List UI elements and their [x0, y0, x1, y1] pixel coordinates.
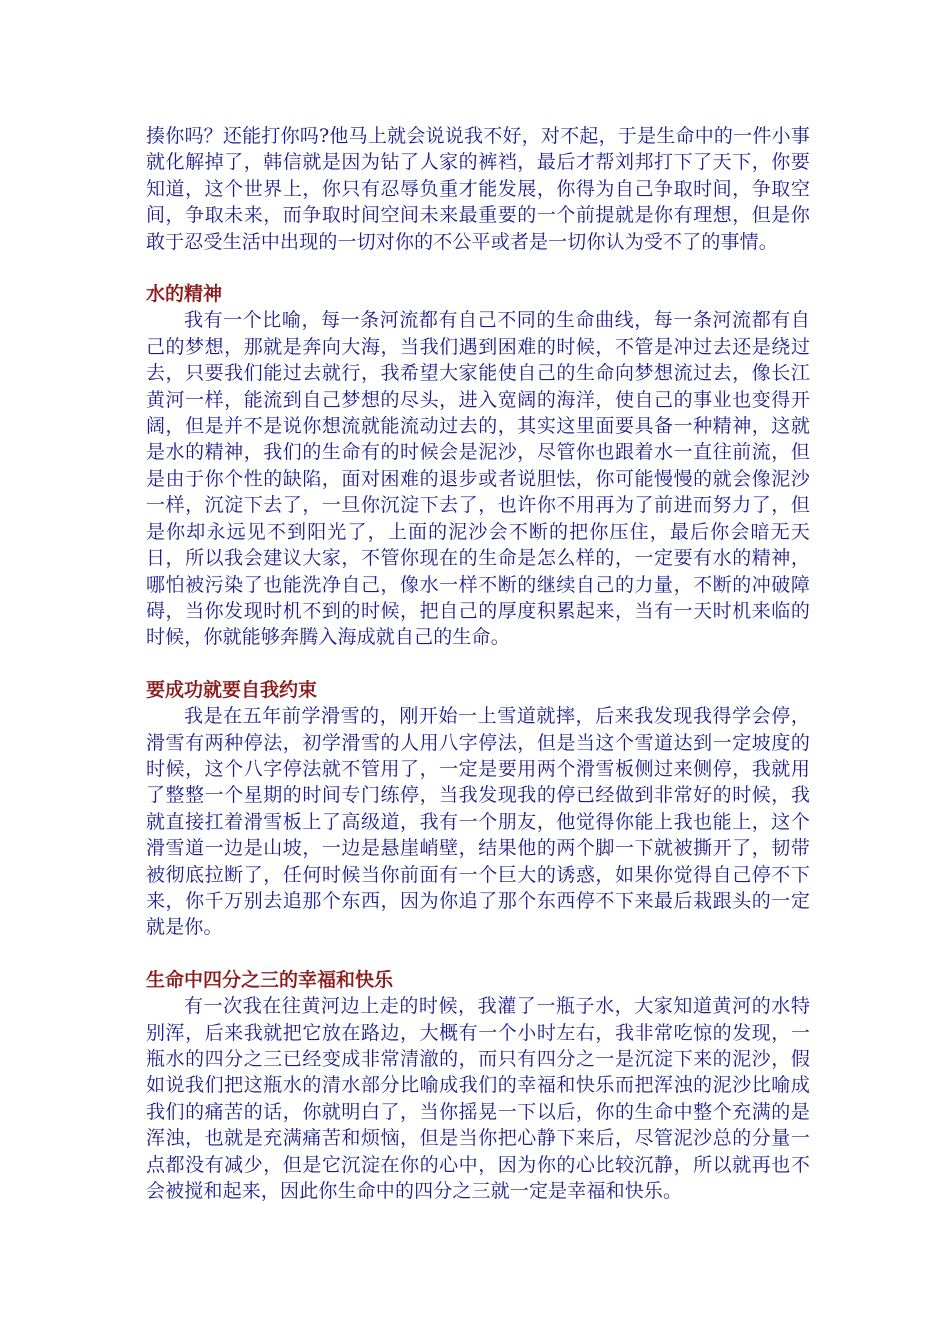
section-heading-self-discipline: 要成功就要自我约束 [146, 678, 318, 701]
section-heading-water-spirit: 水的精神 [146, 283, 223, 306]
section-paragraph-three-quarters-happiness: 有一次我在往黄河边上走的时候，我灌了一瓶子水，大家知道黄河的水特别浑，后来我就把它放在路边，大概有一个小时左右，我非常吃惊的发现，一瓶水的四分之三已经变成非常清澈的，而只有四分之一是沉淀下来的泥沙，假如说我们把这瓶水的清水部分比喻成我们的幸福和快乐而把浑浊的泥沙比喻成我们的痛苦的话，你就明白了，当你摇晃一下以后，你的生命中整个充满的是浑浊，也就是充满痛苦和烦恼，但是当你把心静下来后，尽管泥沙总的分量一点都没有减少，但是它沉淀在你的心中，因为你的心比较沉静，所以就再也不会被搅和起来，因此你生命中的四分之三就一定是幸福和快乐。 [146, 995, 810, 1203]
section-paragraph-self-discipline: 我是在五年前学滑雪的，刚开始一上雪道就摔，后来我发现我得学会停，滑雪有两种停法，初学滑雪的人用八字停法，但是当这个雪道达到一定坡度的时候，这个八字停法就不管用了，一定是要用两个滑雪板侧过来侧停，我就用了整整一个星期的时间专门练停，当我发现我的停已经做到非常好的时候，我就直接扛着滑雪板上了高级道，我有一个朋友，他觉得你能上我也能上，这个滑雪道一边是山坡，一边是悬崖峭壁，结果他的两个脚一下就被撕开了，韧带被彻底拉断了，任何时候当你前面有一个巨大的诱惑，如果你觉得自己停不下来，你千万别去追那个东西，因为你追了那个东西停不下来最后栽跟头的一定就是你。 [146, 705, 810, 939]
intro-paragraph: 揍你吗？还能打你吗?他马上就会说说我不好，对不起，于是生命中的一件小事就化解掉了，韩信就是因为钻了人家的裤裆，最后才帮刘邦打下了天下，你要知道，这个世界上，你只有忍辱负重才能发展，你得为自己争取时间，争取空间，争取未来，而争取时间空间未来最重要的一个前提就是你有理想，但是你敢于忍受生活中出现的一切对你的不公平或者是一切你认为受不了的事情。 [146, 125, 810, 253]
section-heading-three-quarters-happiness: 生命中四分之三的幸福和快乐 [146, 968, 394, 991]
document-page [146, 123, 810, 1204]
section-paragraph-water-spirit: 我有一个比喻，每一条河流都有自己不同的生命曲线，每一条河流都有自己的梦想，那就是奔向大海，当我们遇到困难的时候，不管是冲过去还是绕过去，只要我们能过去就行，我希望大家能使自己的生命向梦想流过去，像长江黄河一样，能流到自己梦想的尽头，进入宽阔的海洋，使自己的事业也变得开阔，但是并不是说你想流就能流动过去的，其实这里面要具备一种精神，这就是水的精神，我们的生命有的时候会是泥沙，尽管你也跟着水一直往前流，但是由于你个性的缺陷，面对困难的退步或者说胆怯，你可能慢慢的就会像泥沙一样，沉淀下去了，一旦你沉淀下去了，也许你不用再为了前进而努力了，但是你却永远见不到阳光了，上面的泥沙会不断的把你压住，最后你会暗无天日，所以我会建议大家，不管你现在的生命是怎么样的，一定要有水的精神，哪怕被污染了也能洗净自己，像水一样不断的继续自己的力量，不断的冲破障碍，当你发现时机不到的时候，把自己的厚度积累起来，当有一天时机来临的时候，你就能够奔腾入海成就自己的生命。 [146, 309, 810, 649]
